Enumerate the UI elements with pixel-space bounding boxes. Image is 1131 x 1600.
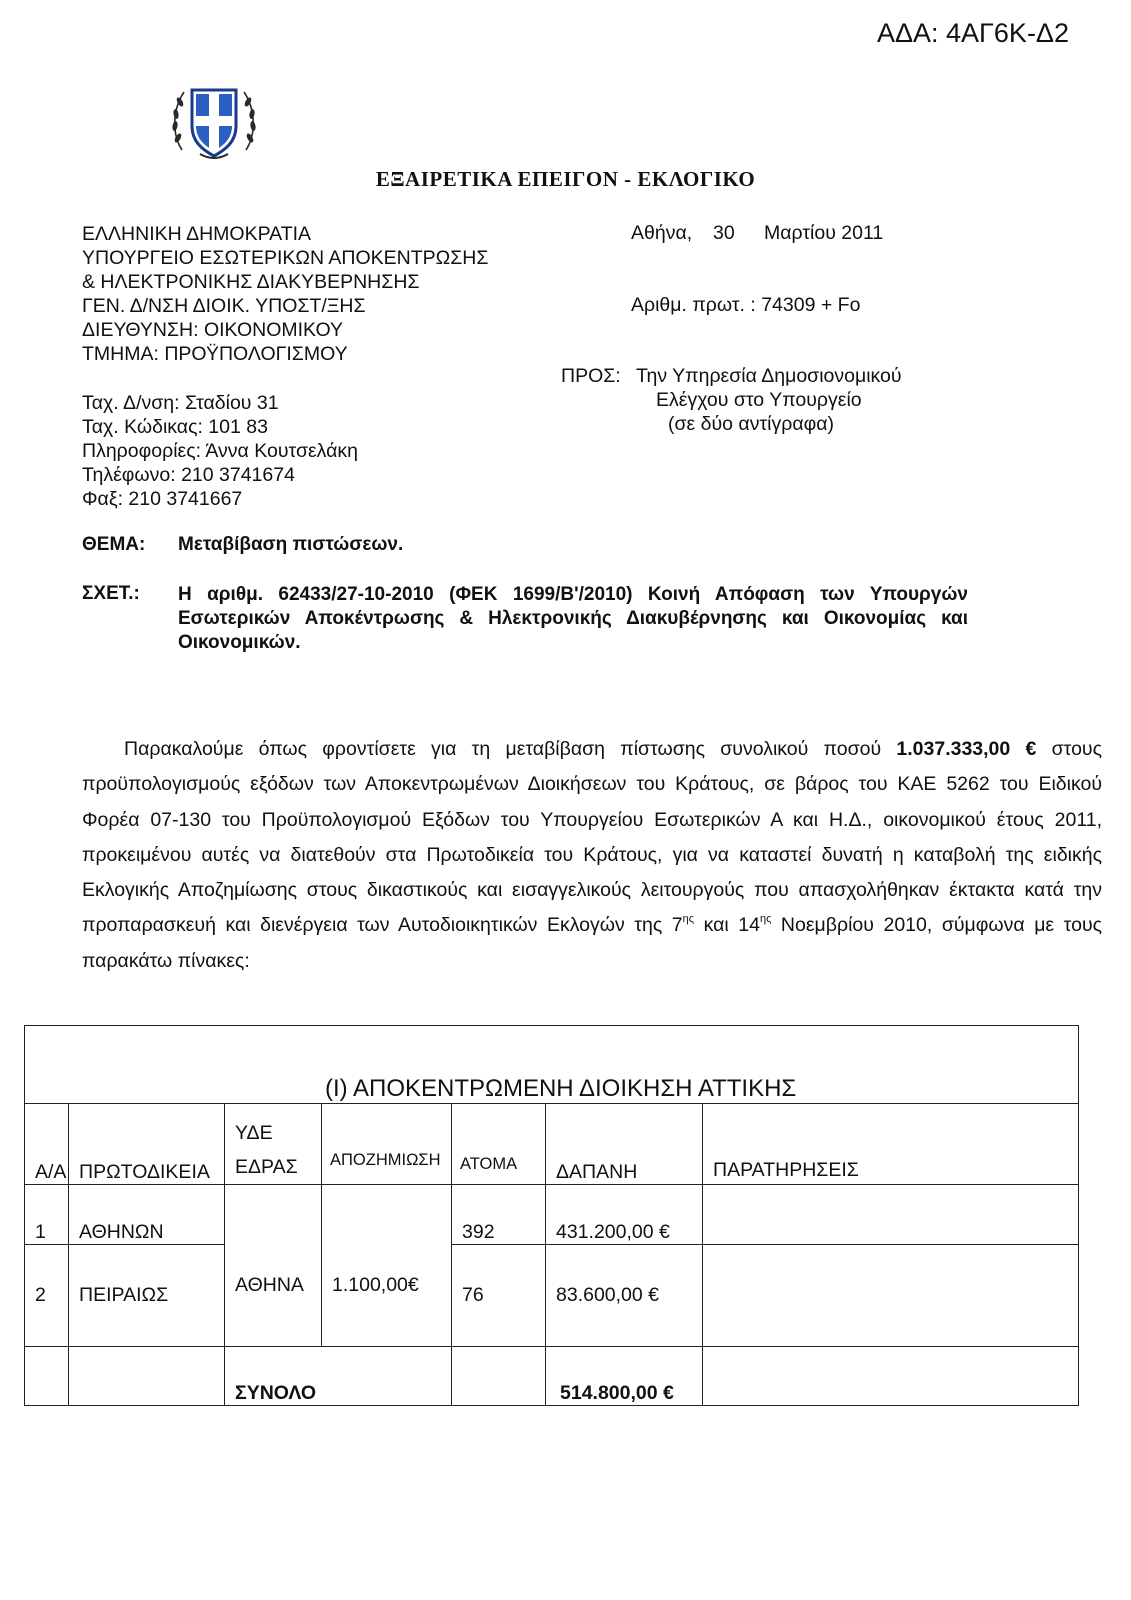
header-seat — [225, 1104, 322, 1185]
table-title: (Ι) ΑΠΟΚΕΝΤΡΩΜΕΝΗ ΔΙΟΙΚΗΣΗ ΑΤΤΙΚΗΣ — [25, 1026, 1079, 1104]
total-persons-cell — [452, 1347, 546, 1406]
row2-persons: 76 — [452, 1245, 546, 1347]
ordinal-suffix: ης — [759, 913, 772, 926]
subject-text: Μεταβίβαση πιστώσεων. — [178, 534, 404, 555]
sender-line: ΔΙΕΥΘΥΝΣΗ: ΟΙΚΟΝΟΜΙΚΟΥ — [82, 319, 343, 341]
contact-line: Πληροφορίες: Άννα Κουτσελάκη — [82, 440, 358, 462]
document-date-city: Αθήνα, — [631, 222, 693, 244]
header-seat-bottom: ΕΔΡΑΣ — [235, 1156, 298, 1178]
header-court: ΠΡΩΤΟΔΙΚΕΙΑ — [69, 1104, 225, 1185]
body-text: Παρακαλούμε όπως φροντίσετε για τη μεταβίβαση πίστωσης συνολικού ποσού — [124, 738, 897, 760]
document-date-day: 30 — [713, 222, 735, 244]
contact-line: Ταχ. Δ/νση: Σταδίου 31 — [82, 392, 279, 414]
body-text: Νοεμβρίου 2010, σύμφωνα με τους παρακάτω πίνακες: — [82, 914, 1103, 972]
relation-label: ΣΧΕΤ.: — [82, 583, 140, 604]
contact-line: Φαξ: 210 3741667 — [82, 488, 243, 510]
sender-department — [82, 222, 488, 366]
greek-coat-of-arms-logo — [170, 80, 258, 162]
row1-court: ΑΘΗΝΩΝ — [69, 1185, 225, 1245]
header-seat-top: ΥΔΕ — [235, 1122, 273, 1144]
header-persons: ΑΤΟΜΑ — [452, 1104, 546, 1185]
total-remarks-cell — [703, 1347, 1079, 1406]
row1-remarks — [703, 1185, 1079, 1245]
total-aa-cell — [25, 1347, 69, 1406]
row2-court: ΠΕΙΡΑΙΩΣ — [69, 1245, 225, 1347]
total-court-cell — [69, 1347, 225, 1406]
row1-cost: 431.200,00 € — [546, 1185, 703, 1245]
body-paragraph — [82, 732, 1102, 979]
row1-persons: 392 — [452, 1185, 546, 1245]
row2-aa: 2 — [25, 1245, 69, 1347]
contact-line: Τηλέφωνο: 210 3741674 — [82, 464, 295, 486]
recipient-line: Ελέγχου στο Υπουργείο — [656, 389, 862, 411]
body-text: και 14 — [694, 914, 760, 937]
recipient-copies: (σε δύο αντίγραφα) — [668, 413, 835, 435]
sender-contact — [82, 391, 358, 511]
credits-table — [24, 1025, 1079, 1406]
contact-line: Ταχ. Κώδικας: 101 83 — [82, 416, 268, 438]
sender-line: ΕΛΛΗΝΙΚΗ ΔΗΜΟΚΡΑΤΙΑ — [82, 223, 312, 245]
shared-seat: ΑΘΗΝΑ — [225, 1185, 322, 1347]
protocol-number: Αριθμ. πρωτ. : 74309 + Fo — [631, 294, 861, 316]
row2-cost: 83.600,00 € — [546, 1245, 703, 1347]
sender-line: ΥΠΟΥΡΓΕΙΟ ΕΣΩΤΕΡΙΚΩΝ ΑΠΟΚΕΝΤΡΩΣΗΣ — [82, 247, 489, 269]
header-cost: ΔΑΠΑΝΗ — [546, 1104, 703, 1185]
relation-text: Η αριθμ. 62433/27-10-2010 (ΦΕΚ 1699/Β'/2010) Κοινή Απόφαση των Υπουργών Εσωτερικών Αποκέντρωσης & Ηλεκτρονικής Διακυβέρνησης και Οικονομίας και Οικονομικών. — [178, 584, 968, 653]
ordinal-suffix: ης — [682, 913, 695, 926]
sender-line: ΓΕΝ. Δ/ΝΣΗ ΔΙΟΙΚ. ΥΠΟΣΤ/ΞΗΣ — [82, 295, 366, 317]
sender-line: & ΗΛΕΚΤΡΟΝΙΚΗΣ ΔΙΑΚΥΒΕΡΝΗΣΗΣ — [82, 271, 420, 293]
recipient-line: Την Υπηρεσία Δημοσιονομικού — [636, 365, 902, 387]
recipient-label: ΠΡΟΣ: — [561, 365, 621, 387]
total-label: ΣΥΝΟΛΟ — [225, 1347, 452, 1406]
total-amount: 1.037.333,00 € — [896, 738, 1037, 760]
body-text: στους προϋπολογισμούς εξόδων των Αποκεντρωμένων Διοικήσεων του Κράτους, σε βάρος του ΚΑΕ 5262 του Ειδικού Φορέα 07-130 του Προϋπολογισμού Εξόδων του Υπουργείου Εσωτερικών Α και Η.Δ., οικονομικού έτους 2011, προκειμένου αυτές να διατεθούν στα Πρωτοδικεία του Κράτους, για να καταστεί δυνατή η καταβολή της ειδικής Εκλογικής Αποζημίωσης στους δικαστικούς και εισαγγελικούς λειτουργούς που απασχολήθηκαν έκτακτα κατά την προπαρασκευή και διενέργεια των Αυτοδιοικητικών Εκλογών της 7 — [82, 738, 1102, 937]
document-date-month-year: Μαρτίου 2011 — [764, 222, 884, 244]
header-remarks: ΠΑΡΑΤΗΡΗΣΕΙΣ — [703, 1104, 1079, 1185]
row1-aa: 1 — [25, 1185, 69, 1245]
subject-label: ΘΕΜΑ: — [82, 534, 146, 555]
row2-remarks — [703, 1245, 1079, 1347]
sender-line: ΤΜΗΜΑ: ΠΡΟΫΠΟΛΟΓΙΣΜΟΥ — [82, 343, 348, 365]
urgency-heading: ΕΞΑΙΡΕΤΙΚΑ ΕΠΕΙΓΟΝ - ΕΚΛΟΓΙΚΟ — [375, 167, 756, 191]
shared-compensation: 1.100,00€ — [322, 1185, 452, 1347]
document-ada-code: ΑΔΑ: 4ΑΓ6Κ-Δ2 — [876, 18, 1069, 48]
header-compensation: ΑΠΟΖΗΜΙΩΣΗ — [322, 1104, 452, 1185]
header-aa: Α/Α — [25, 1104, 69, 1185]
total-value: 514.800,00 € — [546, 1347, 703, 1406]
